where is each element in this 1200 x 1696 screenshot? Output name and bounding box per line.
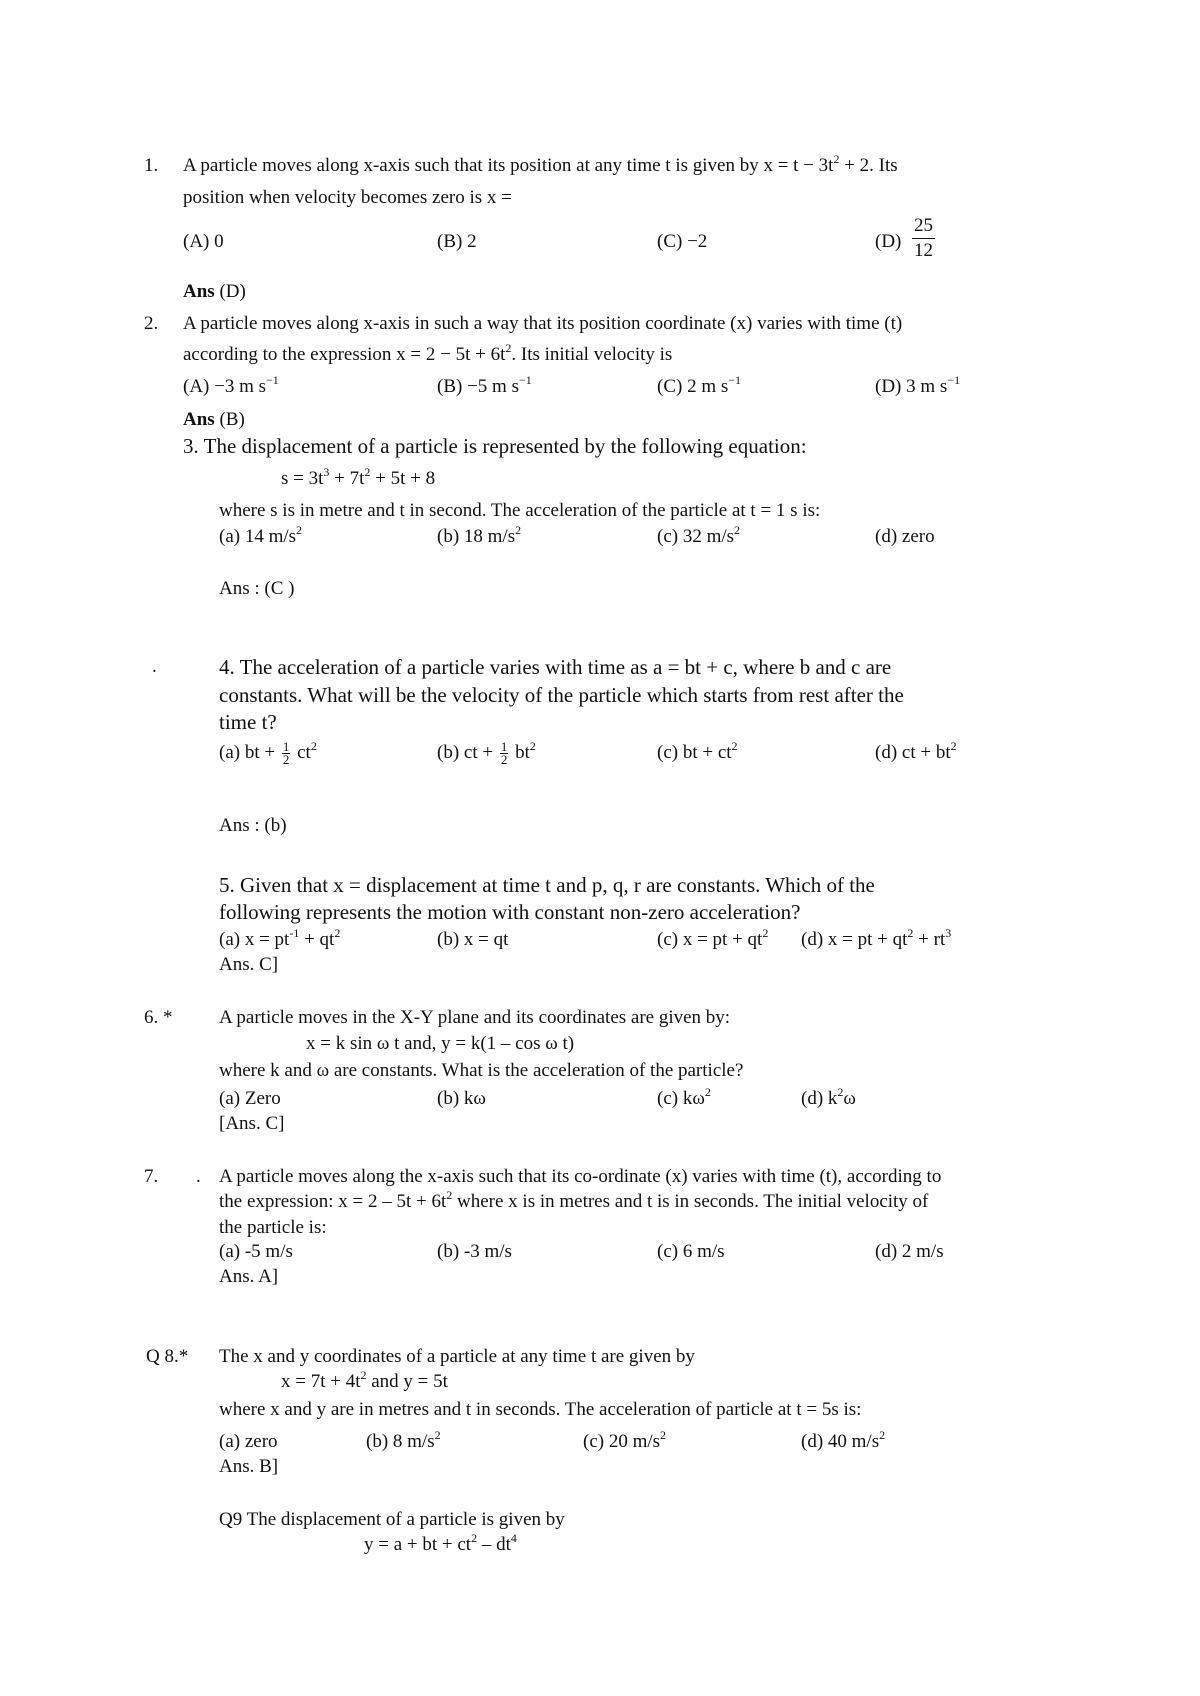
q3-option-a: (a) 14 $m/s^2$ [219,523,303,547]
q6-option-b: (b) kω [437,1088,486,1109]
q3-option-d: (d) zero [875,526,935,547]
q6-text-line1: A particle moves in the X-Y plane and its coordinates are given by: [219,1007,731,1028]
q5-option-b: (b) x = qt [437,929,509,950]
q7-text-line1: A particle moves along the x-axis such that its co-ordinate (x) varies with time (t), according to [219,1166,942,1187]
q8-option-d: (d) 40 $m/s^2$ [801,1428,886,1452]
q6-option-d: (d) $k^2\omega$ [801,1085,856,1109]
q6-option-a: (a) Zero [219,1088,281,1109]
q4-text-line1: 4. The acceleration of a particle varies with time as a = bt + c, where b and c are [219,655,892,679]
q7-answer: Ans. A] [219,1266,279,1287]
q7-option-b: (b) -3 m/s [437,1241,512,1262]
q4-option-a: (a) bt + $\frac{1}{2}$ $ct^2$ [219,739,317,768]
q8-text-line1: The x and y coordinates of a particle at any time t are given by [219,1346,695,1367]
q8-answer: Ans. B] [219,1456,279,1477]
q4-option-b: (b) ct + $\frac{1}{2}$ $bt^2$ [437,739,536,768]
q8-option-a: (a) zero [219,1431,278,1452]
q1-number: 1. [144,155,159,176]
q6-equation: x = k sin ω t and, y = k(1 – cos ω t) [306,1033,575,1054]
q4-text-line2: constants. What will be the velocity of the particle which starts from rest after the [219,683,904,707]
q8-option-c: (c) 20 $m/s^2$ [583,1428,667,1452]
q8-text-line3: where x and y are in metres and t in seconds. The acceleration of particle at t = 5s is: [219,1399,862,1420]
q1-option-b: (B) 2 [437,231,477,252]
q3-text-line1: 3. The displacement of a particle is represented by the following equation: [183,434,807,458]
q6-text-line3: where k and ω are constants. What is the acceleration of the particle? [219,1060,744,1081]
q4-answer: Ans : (b) [219,815,287,836]
q2-number: 2. [144,313,159,334]
q4-text-line3: time t? [219,710,277,734]
q7-option-c: (c) 6 m/s [657,1241,725,1262]
q3-option-b: (b) 18 $m/s^2$ [437,523,522,547]
q1-text-line1: A particle moves along x-axis such that its position at any time t is given by $x = t - 3t^2 + 2$. Its [183,152,898,176]
q1-option-a: (A) 0 [183,231,224,252]
q4-option-d: (d) ct + $bt^2$ [875,739,957,763]
q9-equation: y = a + bt + $ct^2 - dt^4$ [364,1531,517,1555]
q1-answer: Ans (D) [183,281,246,302]
q7-text-line3: the particle is: [219,1217,327,1238]
q3-equation: $s = 3t^3 + 7t^2 + 5t + 8$ [281,465,436,489]
q5-option-c: (c) x = pt + $qt^2$ [657,926,769,950]
q5-option-d: (d) x = pt + $qt^2 + rt^3$ [801,926,952,950]
q6-answer: [Ans. C] [219,1113,285,1134]
q5-answer: Ans. C] [219,954,279,975]
q3-answer: Ans : (C ) [219,578,295,599]
q2-option-b: (B) −5 m $s^{-1}$ [437,373,532,397]
q6-option-c: (c) $k\omega^2$ [657,1085,711,1109]
q6-number: 6. * [144,1007,173,1028]
q9-text-line1: Q9 The displacement of a particle is given by [219,1509,565,1530]
q4-stray-dot: . [152,656,157,677]
q5-option-a: (a) $x = pt^{-1} + qt^2$ [219,926,341,950]
q8-number: Q 8.* [146,1346,189,1367]
q7-number: 7. [144,1166,159,1187]
q3-option-c: (c) 32 $m/s^2$ [657,523,741,547]
q5-text-line2: following represents the motion with constant non-zero acceleration? [219,900,801,924]
q2-option-a: (A) −3 m $s^{-1}$ [183,373,279,397]
q7-text-line2: the expression: $x = 2 - 5t + 6t^2$ where x is in metres and t is in seconds. The initial velocity of [219,1188,929,1212]
q3-text-line3: where s is in metre and t in second. The acceleration of the particle at t = 1 s is: [219,500,821,521]
q2-answer: Ans (B) [183,409,245,430]
q8-option-b: (b) 8 $m/s^2$ [366,1428,441,1452]
q7-option-a: (a) -5 m/s [219,1241,293,1262]
q1-text-line2: position when velocity becomes zero is x = [183,187,512,208]
q2-option-d: (D) 3 m $s^{-1}$ [875,373,961,397]
q5-text-line1: 5. Given that x = displacement at time t and p, q, r are constants. Which of the [219,873,875,897]
q2-text-line1: A particle moves along x-axis in such a way that its position coordinate (x) varies with time (t) [183,313,903,334]
q4-option-c: (c) bt + $ct^2$ [657,739,738,763]
q1-option-d-fraction: $\frac{25}{12}$ [914,215,933,261]
q7-stray-dot: . [196,1166,201,1187]
q1-option-d-label: (D) [875,231,902,252]
q2-text-line2: according to the expression $x = 2 - 5t + 6t^2$. Its initial velocity is [183,341,673,365]
q1-option-c: (C) −2 [657,231,708,252]
q7-option-d: (d) 2 m/s [875,1241,944,1262]
q2-option-c: (C) 2 m $s^{-1}$ [657,373,742,397]
q8-equation: $x = 7t + 4t^2$ and y = 5t [281,1368,448,1392]
